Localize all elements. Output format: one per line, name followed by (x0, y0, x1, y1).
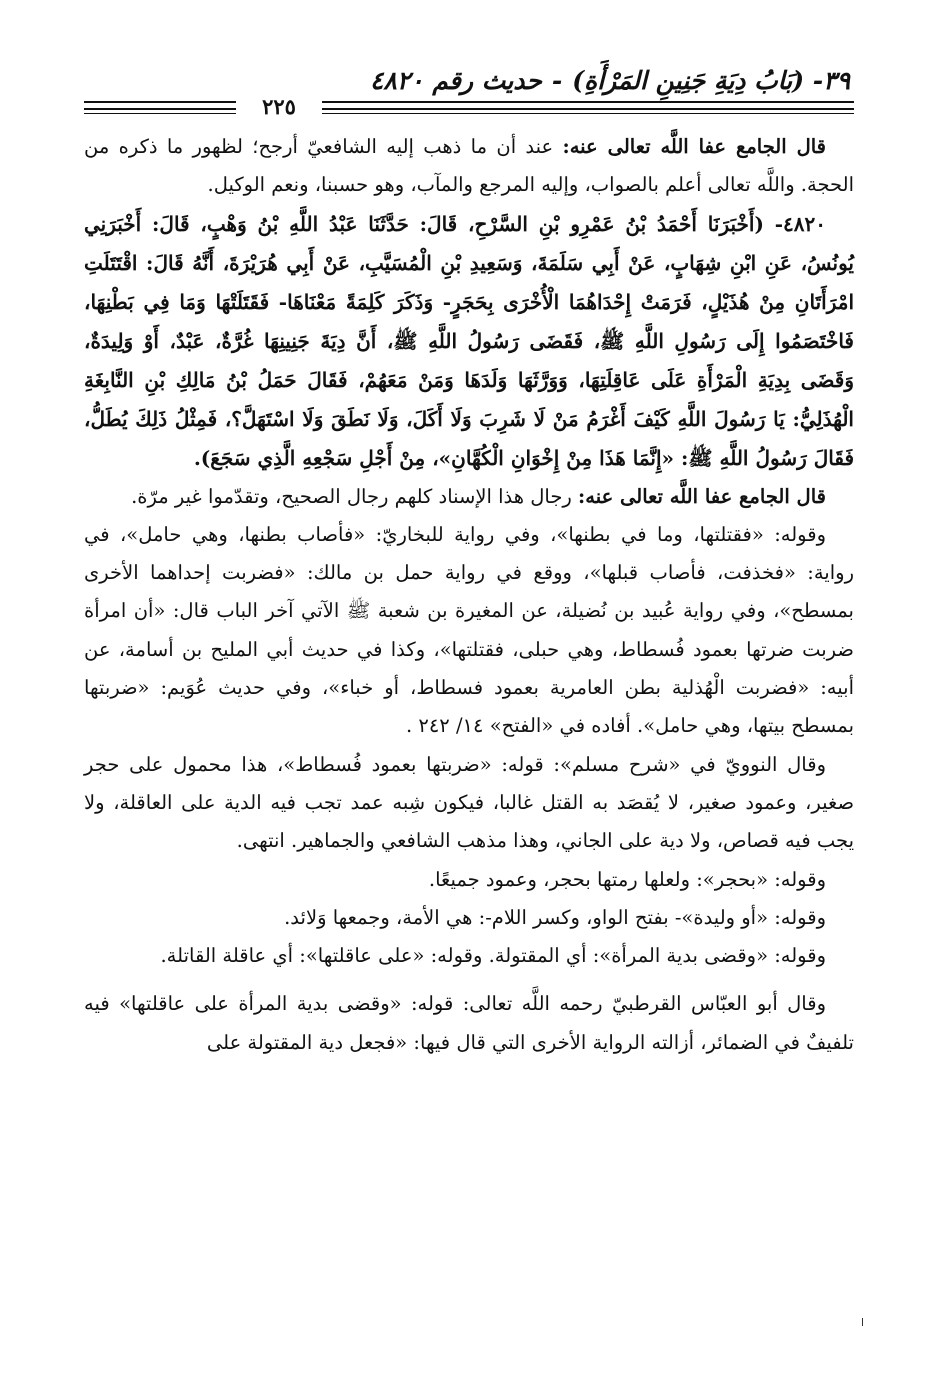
margin-mark (862, 1318, 866, 1326)
running-header (88, 60, 850, 100)
commentary-paragraph (84, 985, 854, 1062)
hadith-text (84, 205, 854, 478)
header-rule-line (84, 101, 854, 103)
header-rule-line (84, 108, 854, 110)
header-rule-line (84, 113, 854, 114)
page-number: ٢٢٥ (236, 94, 322, 119)
paragraph-lead: قال الجامع عفا اللَّه تعالى عنه: (562, 135, 826, 158)
paragraph-text: وقال النوويّ في «شرح مسلم»: قوله: «ضربتها بعمود فُسطاط»، هذا محمول على حجر صغير، وعمود صغير، لا يُقصَد به القتل غالبا، فيكون شِبه عمد تجب فيه الدية على العاقلة، ولا يجب فيه قصاص، ولا دية على الجاني، وهذا مذهب الشافعي والجماهير. انتهى. (84, 752, 854, 853)
commentary-paragraph (84, 516, 854, 746)
paragraph-text: ٤٨٢٠- (أَخْبَرَنَا أَحْمَدُ بْنُ عَمْرِو بْنِ السَّرْحِ، قَالَ: حَدَّثَنَا عَبْدُ اللَّهِ بْنُ وَهْبٍ، قَالَ: أَخْبَرَنِي يُونُسُ، عَنِ ابْنِ شِهَابٍ، عَنْ أَبِي سَلَمَةَ، وَسَعِيدِ بْنِ الْمُسَيَّبِ، عَنْ أَبِي هُرَيْرَةَ، أَنَّهُ قَالَ: اقْتَتَلَتِ امْرَأَتَانِ مِنْ هُذَيْلٍ، فَرَمَتْ إِحْدَاهُمَا الْأُخْرَى بِحَجَرٍ- وَذَكَرَ كَلِمَةً مَعْنَاهَا- فَقَتَلَتْهَا وَمَا فِي بَطْنِهَا، فَاخْتَصَمُوا إِلَى رَسُولِ اللَّهِ ﷺ، فَقَضَى رَسُولُ اللَّهِ ﷺ، أَنَّ دِيَةَ جَنِينِهَا غُرَّةٌ، عَبْدٌ، أَوْ وَلِيدَةٌ، وَقَضَى بِدِيَةِ الْمَرْأَةِ عَلَى عَاقِلَتِهَا، وَوَرَّثَهَا وَلَدَهَا وَمَنْ مَعَهُمْ، فَقَالَ حَمَلُ بْنُ مَالِكِ بْنِ النَّابِغَةِ الْهُذَلِيُّ: يَا رَسُولَ اللَّهِ كَيْفَ أَغْرَمُ مَنْ لَا شَرِبَ وَلَا أَكَلَ، وَلَا نَطَقَ وَلَا اسْتَهَلَّ؟، فَمِثْلُ ذَلِكَ يُطَلُّ، فَقَالَ رَسُولُ اللَّهِ ﷺ: «إِنَّمَا هَذَا مِنْ إِخْوَانِ الْكُهَّانِ»، مِنْ أَجْلِ سَجْعِهِ الَّذِي سَجَعَ). (84, 211, 854, 470)
paragraph-text: عند أن ما ذهب إليه الشافعيّ أرجح؛ لظهور ما ذكره من الحجة. واللَّه تعالى أعلم بالصواب، وإليه المرجع والمآب، وهو حسبنا، ونعم الوكيل. (84, 135, 854, 197)
chapter-title: ٣٩- (بَابُ دِيَةِ جَنِينِ المَرْأَةِ) (572, 65, 850, 95)
commentary-paragraph (84, 937, 854, 975)
paragraph-text: وقوله: «فقتلتها، وما في بطنها»، وفي رواية للبخاريّ: «فأصاب بطنها، وهي حامل»، في رواية: «فخذفت، فأصاب قبلها»، ووقع في رواية حمل بن مالك: «فضربت إحداهما الأخرى بمسطح»، وفي رواية عُبيد بن نُضيلة، عن المغيرة بن شعبة ﷺ الآتي آخر الباب قال: «أن امرأة ضربت ضرتها بعمود فُسطاط، وهي حبلى، فقتلتها»، وكذا في حديث أبي المليح بن أسامة، عن أبيه: «فضربت الْهُذلية بطن العامرية بعمود فسطاط، أو خباء»، وفي حديث عُوَيم: «ضربتها بمسطح بيتها، وهي حامل». أفاده في «الفتح» ١٤/ ٢٤٢ . (84, 522, 854, 738)
paragraph-text: وقوله: «أو وليدة»- بفتح الواو، وكسر اللام-: هي الأمة، وجمعها وَلائد. (284, 905, 826, 929)
header-separator: - (551, 65, 563, 95)
header-rule (84, 94, 854, 119)
commentary-paragraph (84, 861, 854, 899)
commentary-paragraph (84, 899, 854, 937)
hadith-reference: حديث رقم ٤٨٢٠ (369, 65, 542, 95)
paragraph-lead: قال الجامع عفا اللَّه تعالى عنه: (578, 484, 826, 508)
paragraph-text: وقال أبو العبّاس القرطبيّ رحمه اللَّه تعالى: قوله: «وقضى بدية المرأة على عاقلتها» فيه تلفيفٌ في الضمائر، أزالته الرواية الأخرى التي قال فيها: «فجعل دية المقتولة على (84, 992, 854, 1054)
commentary-paragraph (84, 128, 854, 205)
page-body (84, 128, 854, 1062)
paragraph-text: وقوله: «بحجر»: ولعلها رمتها بحجر، وعمود جميعًا. (428, 867, 826, 891)
commentary-paragraph (84, 746, 854, 861)
paragraph-text: وقوله: «وقضى بدية المرأة»: أي المقتولة. وقوله: «على عاقلتها»: أي عاقلة القاتلة. (160, 944, 826, 968)
commentary-paragraph (84, 478, 854, 516)
paragraph-text: رجال هذا الإسناد كلهم رجال الصحيح، وتقدّموا غير مرّة. (131, 484, 579, 508)
